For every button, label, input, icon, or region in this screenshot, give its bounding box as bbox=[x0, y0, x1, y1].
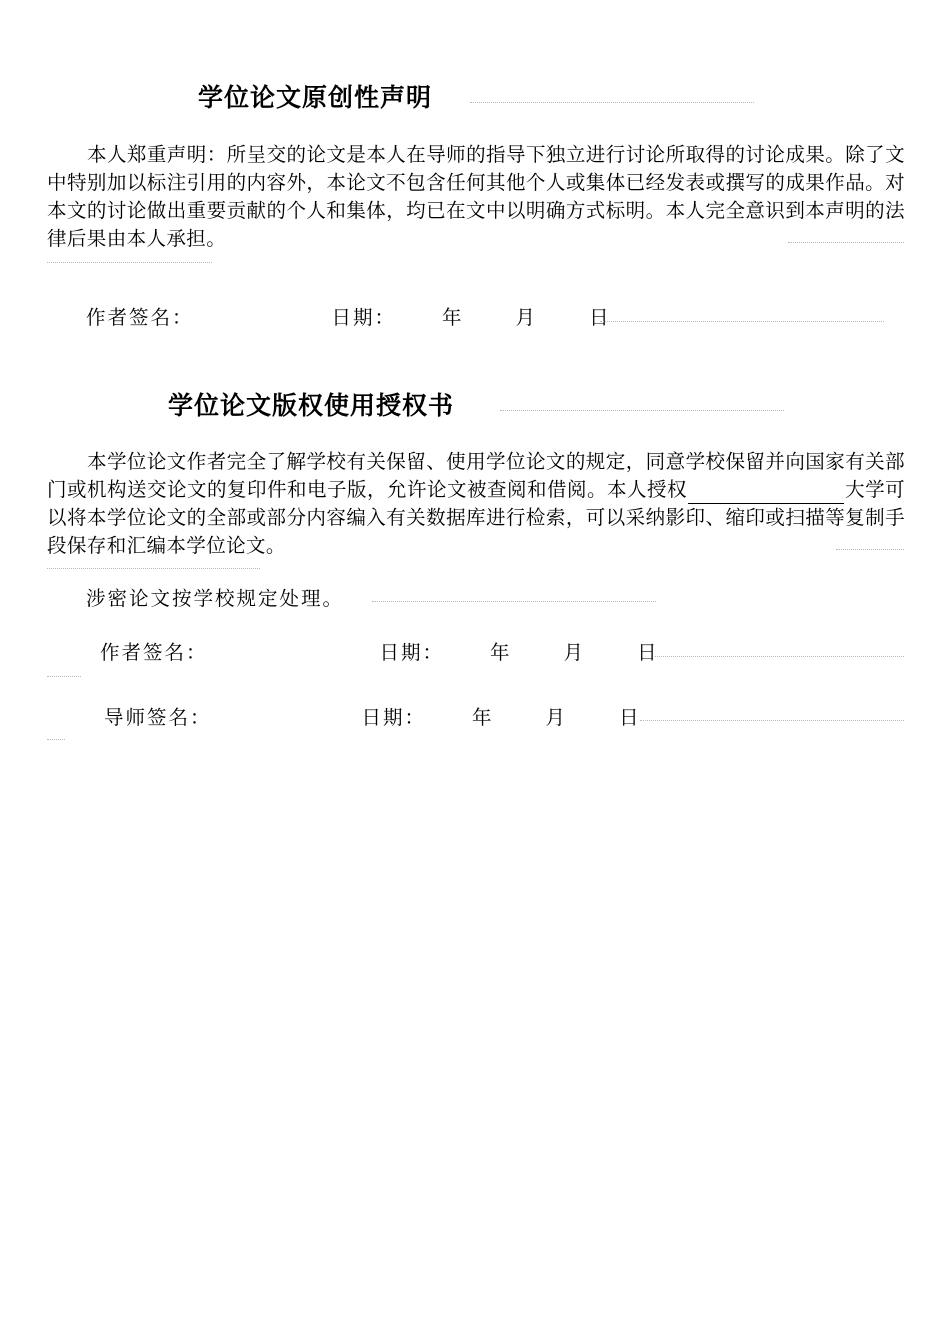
date-label: 日期： bbox=[361, 706, 427, 729]
author-signature-label: 作者签名： bbox=[100, 641, 208, 664]
dotted-divider bbox=[836, 549, 904, 550]
month-label: 月 bbox=[563, 641, 586, 664]
secret-note: 涉密论文按学校规定处理。 bbox=[86, 587, 345, 610]
authorization-body-part1: 本学位论文作者完全了解学校有关保留、使用学位论文的规定，同意学校保留并向国家有关部门或机构送交论文的复印件和电子版，允许论文被查阅和借阅。本人授权 bbox=[47, 450, 905, 501]
dotted-divider bbox=[47, 739, 65, 740]
dotted-divider bbox=[640, 720, 904, 721]
dotted-divider bbox=[600, 321, 884, 322]
dotted-divider bbox=[500, 410, 784, 411]
dotted-divider bbox=[372, 601, 656, 602]
month-label: 月 bbox=[545, 706, 568, 729]
day-label: 日 bbox=[589, 306, 611, 329]
year-label: 年 bbox=[442, 306, 464, 329]
month-label: 月 bbox=[515, 306, 538, 329]
authorization-author-row bbox=[100, 637, 659, 665]
dotted-divider bbox=[47, 676, 81, 677]
dotted-divider bbox=[47, 262, 212, 263]
year-label: 年 bbox=[472, 706, 494, 729]
authorization-title: 学位论文版权使用授权书 bbox=[168, 391, 455, 420]
dotted-divider bbox=[47, 568, 260, 569]
dotted-divider bbox=[655, 656, 904, 657]
supervisor-signature-label: 导师签名： bbox=[104, 706, 212, 729]
date-label: 日期： bbox=[379, 641, 445, 664]
dotted-divider bbox=[788, 242, 904, 243]
year-label: 年 bbox=[490, 641, 512, 664]
declaration-signature-row bbox=[86, 302, 611, 330]
declaration-title: 学位论文原创性声明 bbox=[198, 83, 433, 112]
university-name-blank[interactable] bbox=[688, 483, 844, 504]
day-label: 日 bbox=[619, 706, 641, 729]
declaration-body: 本人郑重声明：所呈交的论文是本人在导师的指导下独立进行讨论所取得的讨论成果。除了文中特别加以标注引用的内容外，本论文不包含任何其他个人或集体已经发表或撰写的成果作品。对本文的讨论做出重要贡献的个人和集体，均已在文中以明确方式标明。本人完全意识到本声明的法律后果由本人承担。 bbox=[47, 143, 905, 250]
date-label: 日期： bbox=[331, 306, 397, 329]
author-signature-label: 作者签名： bbox=[86, 306, 194, 329]
supervisor-signature-row bbox=[104, 702, 641, 730]
authorization-body bbox=[47, 448, 905, 560]
day-label: 日 bbox=[637, 641, 659, 664]
authorization-body-part2: 大学可以将本学位论文的全部或部分内容编入有关数据库进行检索，可以采纳影印、缩印或扫描等复制手段保存和汇编本学位论文。 bbox=[47, 478, 905, 557]
dotted-divider bbox=[470, 102, 754, 103]
